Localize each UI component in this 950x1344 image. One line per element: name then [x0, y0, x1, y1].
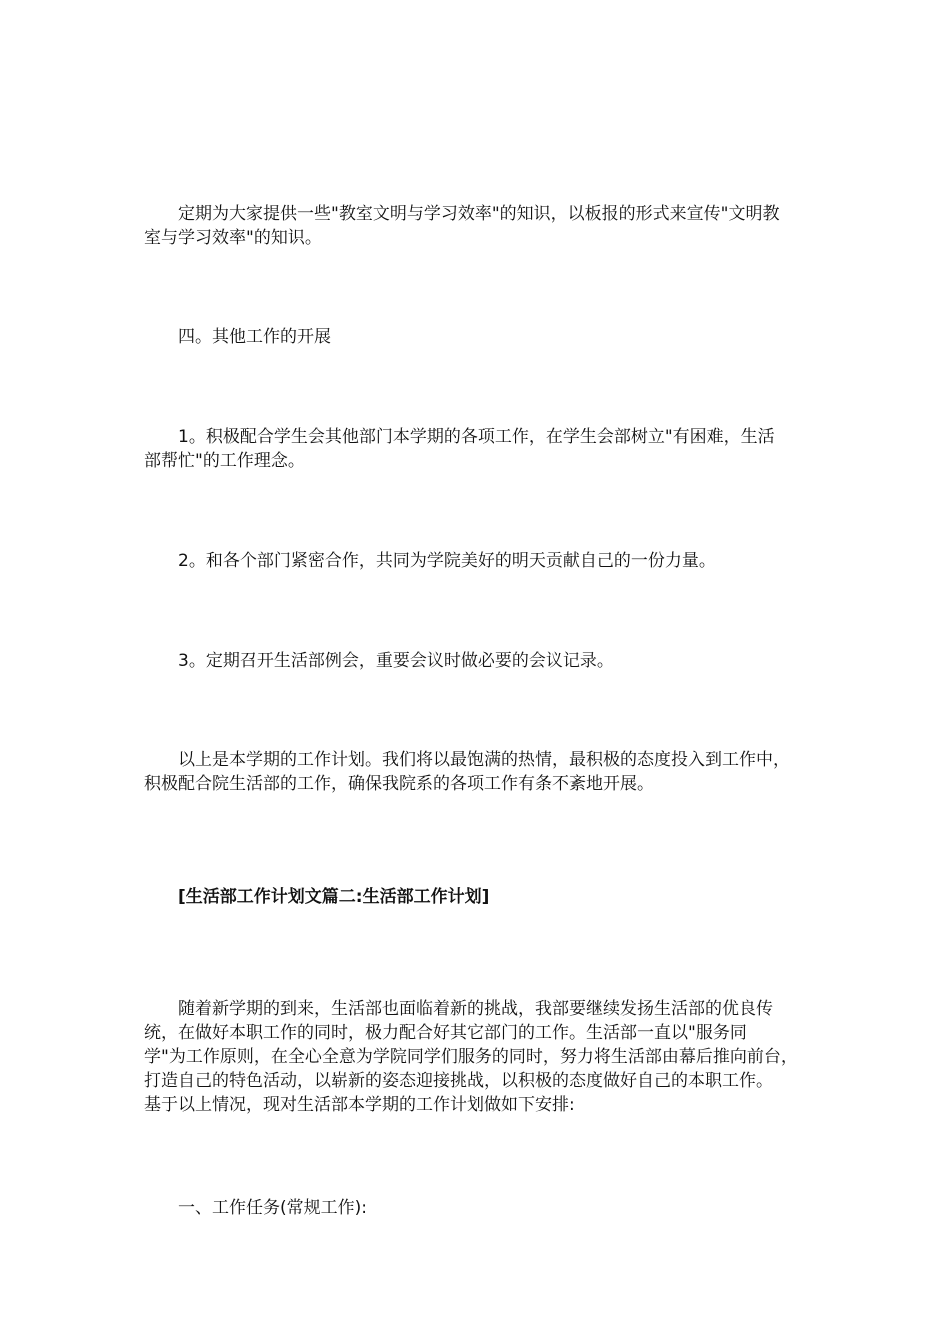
text-line: [生活部工作计划文篇二:生活部工作计划] — [178, 887, 490, 907]
text-line: 打造自己的特色活动，以崭新的姿态迎接挑战，以积极的态度做好自己的本职工作。 — [144, 1071, 773, 1091]
text-line: 3。定期召开生活部例会，重要会议时做必要的会议记录。 — [178, 651, 614, 671]
text-line: 一、工作任务(常规工作): — [178, 1198, 367, 1218]
text-line: 2。和各个部门紧密合作，共同为学院美好的明天贡献自己的一份力量。 — [178, 551, 716, 571]
paragraph-introduction — [144, 997, 812, 1117]
text-line: 基于以上情况，现对生活部本学期的工作计划做如下安排: — [144, 1095, 575, 1115]
list-item-1 — [144, 425, 812, 473]
text-line: 以上是本学期的工作计划。我们将以最饱满的热情，最积极的态度投入到工作中， — [178, 750, 790, 770]
text-line: 积极配合院生活部的工作，确保我院系的各项工作有条不紊地开展。 — [144, 774, 654, 794]
text-line: 室与学习效率"的知识。 — [144, 228, 322, 248]
list-item-2 — [144, 549, 812, 573]
list-item-3 — [144, 649, 812, 673]
text-line: 统，在做好本职工作的同时，极力配合好其它部门的工作。生活部一直以"服务同 — [144, 1023, 747, 1043]
text-line: 定期为大家提供一些"教室文明与学习效率"的知识，以板报的形式来宣传"文明教 — [178, 204, 780, 224]
text-line: 1。积极配合学生会其他部门本学期的各项工作，在学生会部树立"有困难，生活 — [178, 427, 775, 447]
text-line: 四。其他工作的开展 — [178, 327, 331, 347]
text-line: 随着新学期的到来，生活部也面临着新的挑战，我部要继续发扬生活部的优良传 — [178, 999, 773, 1019]
text-line: 部帮忙"的工作理念。 — [144, 451, 305, 471]
article-two-title — [144, 885, 812, 909]
paragraph-knowledge-board — [144, 202, 812, 250]
text-line: 学"为工作原则，在全心全意为学院同学们服务的同时，努力将生活部由幕后推向前台， — [144, 1047, 798, 1067]
paragraph-summary — [144, 748, 812, 796]
section-heading-other-work — [144, 325, 812, 349]
section-heading-work-tasks — [144, 1196, 812, 1220]
